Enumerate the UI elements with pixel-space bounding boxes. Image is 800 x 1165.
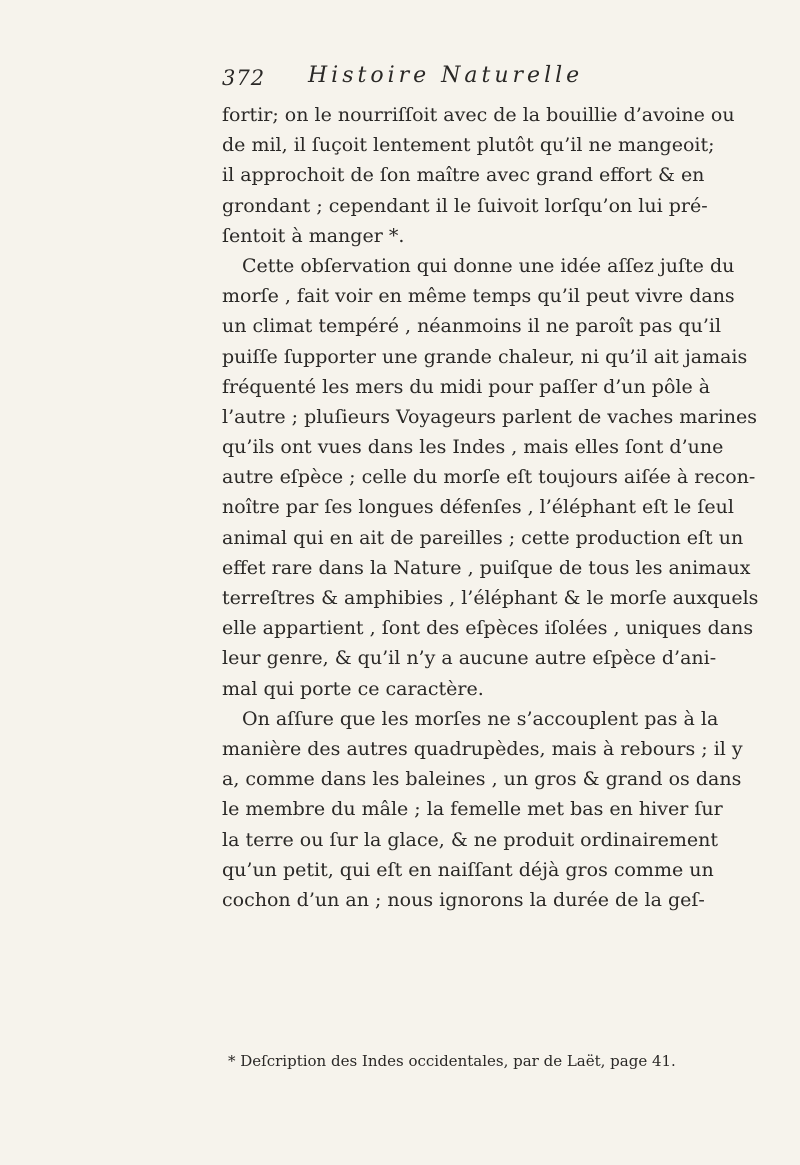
text-line: a, comme dans les baleines , un gros & grand os dans (222, 768, 742, 791)
text-line: cochon d’un an ; nous ignorons la durée de la geſ- (222, 888, 705, 911)
page-header (222, 63, 662, 96)
text-line: terreſtres & amphibies , l’éléphant & le morſe auxquels (222, 587, 759, 609)
text-line: elle appartient , ſont des eſpèces iſolées , uniques dans (222, 617, 754, 640)
text-line: il approchoit de ſon maître avec grand effort & en (222, 164, 705, 187)
text-line: noître par ſes longues défenſes , l’éléphant eſt le ſeul (222, 496, 734, 519)
text-line: la terre ou ſur la glace, & ne produit ordinairement (222, 828, 719, 851)
page-number: 372 (222, 66, 266, 90)
running-title: Histoire Naturelle (308, 63, 584, 88)
text-line: mal qui porte ce caractère. (222, 677, 484, 700)
text-line: manière des autres quadrupèdes, mais à rebours ; il y (222, 737, 743, 760)
text-line: On aſſure que les morſes ne s’accouplent pas à la (242, 707, 719, 730)
text-line: effet rare dans la Nature , puiſque de tous les animaux (222, 556, 751, 579)
text-line: morſe , fait voir en même temps qu’il peut vivre dans (222, 285, 735, 308)
text-line: leur genre, & qu’il n’y a aucune autre eſpèce d’ani- (222, 647, 717, 670)
text-line: un climat tempéré , néanmoins il ne paroît pas qu’il (222, 315, 722, 338)
text-line: le membre du mâle ; la femelle met bas en hiver ſur (222, 798, 723, 821)
text-line: ſentoit à manger *. (222, 224, 405, 247)
text-line: de mil, il ſuçoit lentement plutôt qu’il ne mangeoit; (222, 134, 715, 157)
text-line: puiſſe ſupporter une grande chaleur, ni qu’il ait jamais (222, 345, 748, 368)
text-line: qu’ils ont vues dans les Indes , mais elles ſont d’une (222, 436, 724, 459)
body-text (222, 100, 759, 915)
text-line: autre eſpèce ; celle du morſe eſt toujours aiſée à recon- (222, 466, 756, 489)
text-line: Cette obſervation qui donne une idée aſſez juſte du (242, 254, 735, 277)
text-line: qu’un petit, qui eſt en naiſſant déjà gros comme un (222, 858, 714, 881)
text-line: grondant ; cependant il le ſuivoit lorſqu’on lui pré- (222, 194, 708, 217)
text-line: fortir; on le nourriſſoit avec de la bouillie d’avoine ou (222, 104, 735, 126)
footnote: * Deſcription des Indes occidentales, par de Laët, page 41. (228, 1052, 676, 1070)
text-line: animal qui en ait de pareilles ; cette production eſt un (222, 526, 744, 549)
text-line: fréquenté les mers du midi pour paſſer d’un pôle à (222, 375, 711, 398)
text-line: l’autre ; pluſieurs Voyageurs parlent de vaches marines (222, 405, 758, 428)
